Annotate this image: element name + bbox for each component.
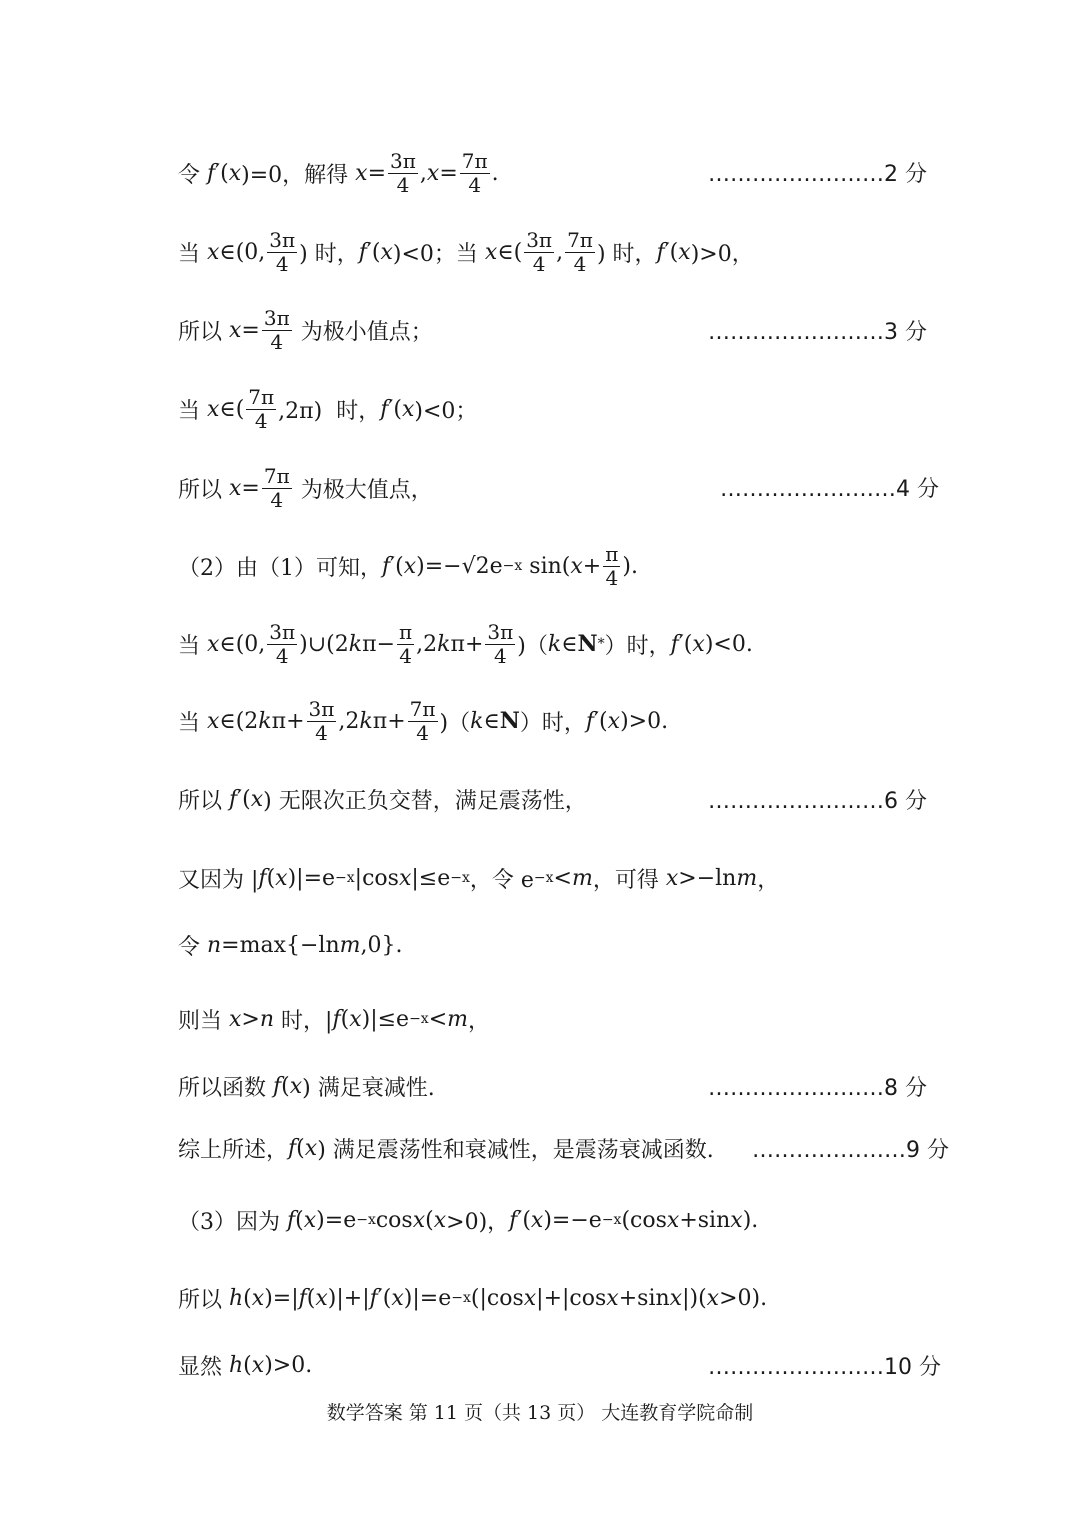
solution-line: 则当 x > n 时，| f ( x )|≤e −x < m ，: [178, 1006, 491, 1034]
solution-line: （3）因为 f ( x )=e −x cos x ( x >0)， f ′( x )=−e −x (cos x +sin x ).: [178, 1207, 759, 1235]
solution-line: 所以 f ′( x ) 无限次正负交替，满足震荡性，: [178, 786, 587, 814]
solution-line: 所以 h ( x )=| f ( x )|+| f ′( x )|=e −x (|cos x |+|cos x +sin x |)( x >0).: [178, 1285, 768, 1313]
score-mark: ……………………8 分: [708, 1075, 927, 1101]
solution-line: 又因为 | f ( x )|=e −x |cos x |≤e −x ，令 e −x < m ，可得 x >−ln m ，: [178, 865, 780, 893]
solution-line: 显然 h ( x )>0.: [178, 1352, 313, 1380]
score-mark: ……………………4 分: [720, 476, 939, 502]
solution-line: 当 x ∈(2 k π+ $\frac{3\pi}{4}$ ,2 k π+ $\frac{7\pi}{4}$ )（ k ∈ N ）时， f ′( x )>0.: [178, 696, 669, 745]
solution-line: 当 x ∈(0, $\frac{3\pi}{4}$ )∪(2 k π− $\frac{\pi}{4}$ ,2 k π+ $\frac{3\pi}{4}$ )（ k ∈ N * ）时， f ′( x )<0.: [178, 619, 753, 668]
score-mark: ……………………10 分: [708, 1354, 941, 1380]
score-mark: ……………………3 分: [708, 319, 927, 345]
solution-line: 所以函数 f ( x ) 满足衰减性.: [178, 1073, 435, 1101]
solution-line: 令 f ′( x )=0，解得 x = $\frac{3\pi}{4}$ , x = $\frac{7\pi}{4}$ .: [178, 148, 499, 197]
solution-line: 令 n =max{−ln m ,0}.: [178, 932, 403, 960]
solution-line: 综上所述， f ( x ) 满足震荡性和衰减性，是震荡衰减函数.: [178, 1135, 714, 1163]
score-mark: ……………………2 分: [708, 161, 927, 187]
solution-line: 当 x ∈(0, $\frac{3\pi}{4}$ ) 时， f ′( x )<0；当 x ∈( $\frac{3\pi}{4}$ , $\frac{7\pi}{4}$ ) 时， f ′( x )>0，: [178, 227, 754, 276]
solution-line: （2）由（1）可知， f ′( x )=−√2e −x sin( x + $\frac{\pi}{4}$ ).: [178, 541, 638, 590]
solution-line: 所以 x = $\frac{3\pi}{4}$ 为极小值点；: [178, 305, 433, 354]
score-mark: ……………………6 分: [708, 788, 927, 814]
solution-line: 所以 x = $\frac{7\pi}{4}$ 为极大值点，: [178, 463, 433, 512]
score-mark: …………………9 分: [752, 1137, 949, 1163]
solution-line: 当 x ∈( $\frac{7\pi}{4}$ ,2π) 时， f ′( x )<0；: [178, 384, 478, 433]
page-footer: 数学答案 第 11 页（共 13 页） 大连教育学院命制: [326, 1402, 754, 1424]
